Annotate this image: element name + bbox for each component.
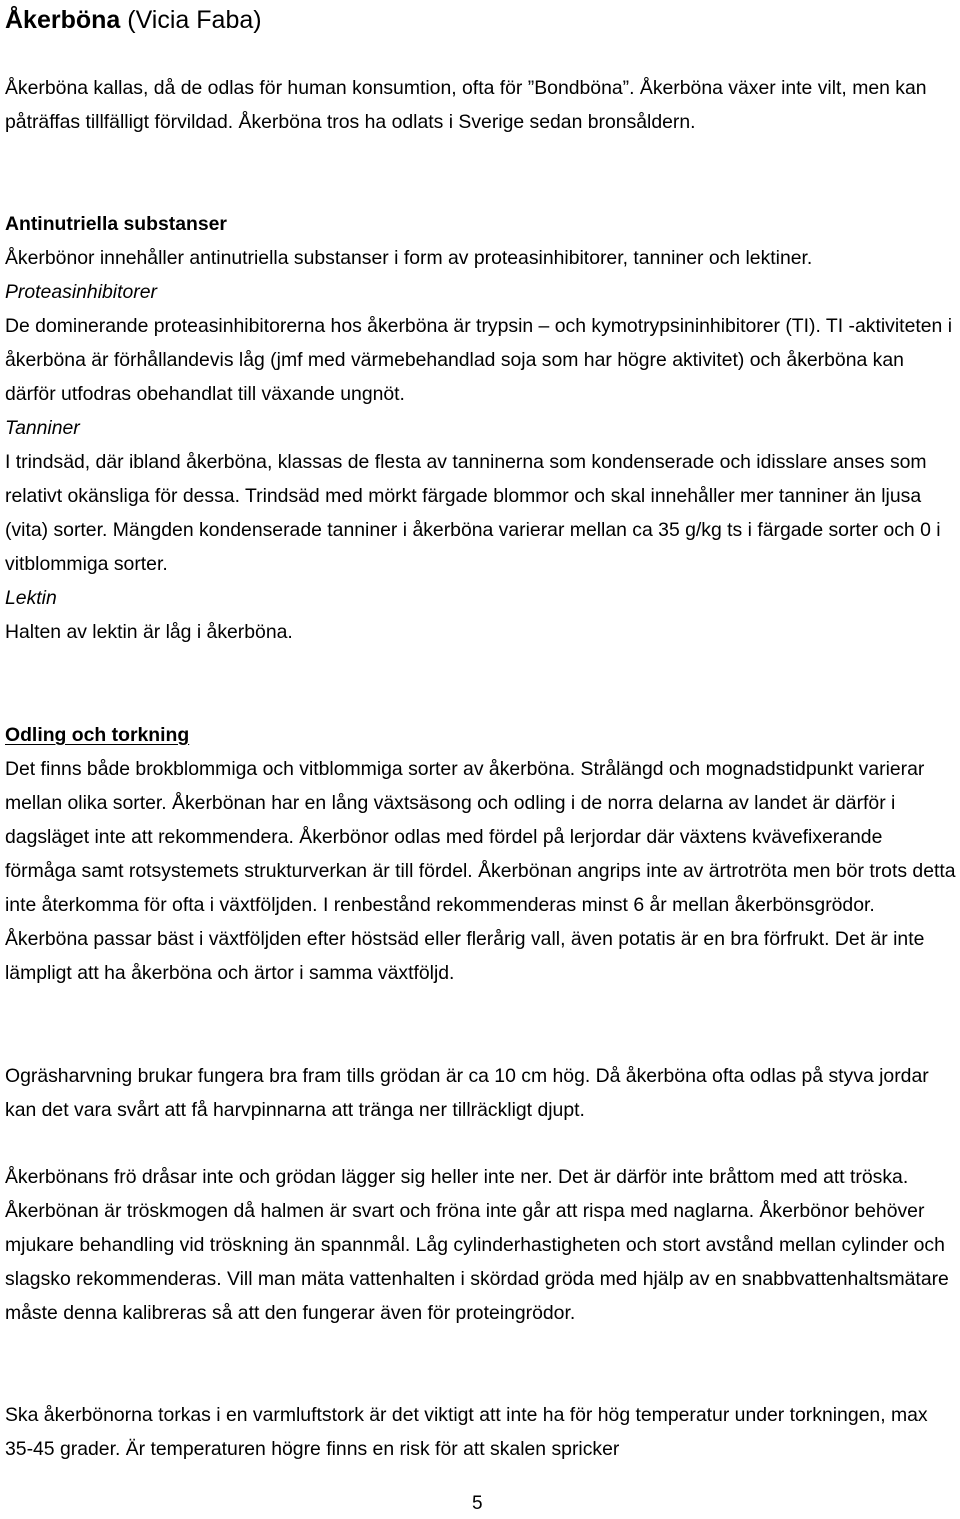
lectin-heading: Lektin	[5, 587, 57, 609]
intro-paragraph: Åkerböna kallas, då de odlas för human konsumtion, ofta för ”Bondböna”. Åkerböna växer inte vilt, men kan påträffas tillfälligt förvildad. Åkerböna tros ha odlats i Sverige sedan bronsåldern.	[5, 77, 927, 133]
cultivation-paragraph-2: Ogräsharvning brukar fungera bra fram tills grödan är ca 10 cm hög. Då åkerböna ofta odlas på styva jordar kan det vara svårt att få harvpinnarna att tränga ner tillräckligt djupt.	[5, 1065, 929, 1121]
protease-paragraph: De dominerande proteasinhibitorerna hos åkerböna är trypsin – och kymotrypsininhibitorer (TI). TI -aktiviteten i åkerböna är förhållandevis låg (jmf med värmebehandlad soja som har högre aktivitet) och åkerböna kan därför utfodras obehandlat till växande ungnöt.	[5, 315, 952, 405]
antinutrients-section	[5, 207, 957, 649]
protease-heading: Proteasinhibitorer	[5, 281, 157, 303]
threshing-section	[5, 1160, 957, 1330]
weed-harrowing-section	[5, 1059, 957, 1127]
cultivation-paragraph-4: Ska åkerbönorna torkas i en varmluftstork är det viktigt att inte ha för hög temperatur under torkningen, max 35-45 grader. Är temperaturen högre finns en risk för att skalen spricker	[5, 1404, 928, 1460]
antinutrients-paragraph: Åkerbönor innehåller antinutriella substanser i form av proteasinhibitorer, tanniner och lektiner.	[5, 247, 813, 269]
title-common-name: Åkerböna	[5, 6, 121, 34]
cultivation-heading: Odling och torkning	[5, 724, 190, 746]
cultivation-paragraph-3: Åkerbönans frö dråsar inte och grödan lägger sig heller inte ner. Det är därför inte bråttom med att tröska. Åkerbönan är tröskmogen då halmen är svart och fröna inte går att rispa med naglarna. Åkerbönor behöver mjukare behandling vid tröskning än spannmål. Låg cylinderhastigheten och stort avstånd mellan cylinder och slagsko rekommenderas. Vill man mäta vattenhalten i skördad gröda med hjälp av en snabbvattenhaltsmätare måste denna kalibreras så att den fungerar även för proteingrödor.	[5, 1166, 949, 1324]
drying-section	[5, 1398, 957, 1466]
lectin-paragraph: Halten av lektin är låg i åkerböna.	[5, 621, 293, 643]
cultivation-section	[5, 718, 957, 990]
title-latin-name: (Vicia Faba)	[120, 6, 262, 34]
document-title	[5, 4, 262, 36]
page-number: 5	[472, 1493, 483, 1514]
cultivation-paragraph-1: Det finns både brokblommiga och vitblommiga sorter av åkerböna. Strålängd och mognadstidpunkt varierar mellan olika sorter. Åkerbönan har en lång växtsäsong och odling i de norra delarna av landet är därför i dagsläget inte att rekommendera. Åkerbönor odlas med fördel på lerjordar där växtens kvävefixerande förmåga samt rotsystemets strukturverkan är till fördel. Åkerbönan angrips inte av ärtrotröta men bör trots detta inte återkomma för ofta i växtföljden. I renbestånd rekommenderas minst 6 år mellan åkerbönsgrödor. Åkerböna passar bäst i växtföljden efter höstsäd eller flerårig vall, även potatis är en bra förfrukt. Det är inte lämpligt att ha åkerböna och ärtor i samma växtföljd.	[5, 758, 956, 984]
intro-section	[5, 71, 957, 139]
tannin-heading: Tanniner	[5, 417, 80, 439]
tannin-paragraph: I trindsäd, där ibland åkerböna, klassas de flesta av tanninerna som kondenserade och idisslare anses som relativt okänsliga för dessa. Trindsäd med mörkt färgade blommor och skal innehåller mer tanniner än ljusa (vita) sorter. Mängden kondenserade tanniner i åkerböna varierar mellan ca 35 g/kg ts i färgade sorter och 0 i vitblommiga sorter.	[5, 451, 941, 575]
antinutrients-heading: Antinutriella substanser	[5, 213, 227, 235]
